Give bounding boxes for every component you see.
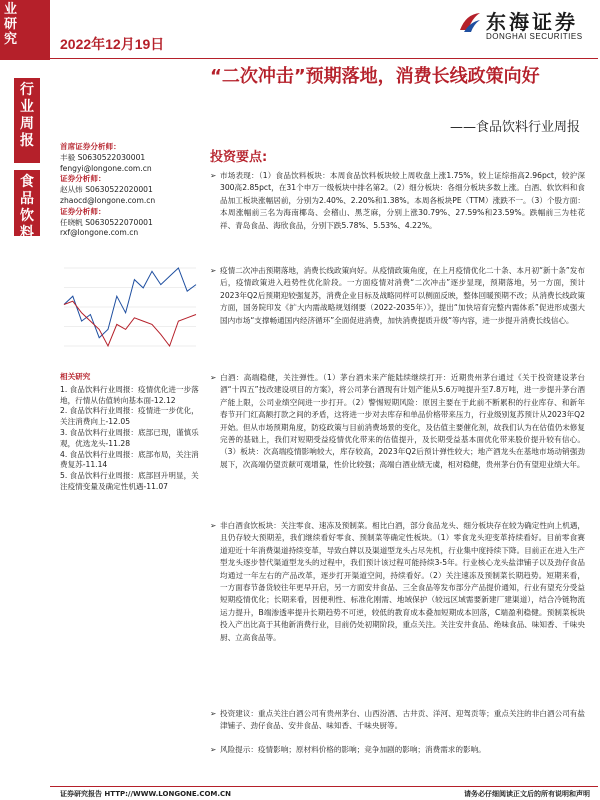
side-tag-label: 行业周报 <box>20 82 34 149</box>
analyst-list <box>60 142 200 239</box>
related-item[interactable]: 3. 食品饮料行业周报：底部已现，谨慎乐观，优选龙头-11.28 <box>60 427 199 448</box>
logo-mark-icon <box>458 10 482 34</box>
point-baijiu <box>210 372 585 471</box>
side-tag-industry <box>14 170 40 241</box>
side-tag-report-type <box>14 78 40 163</box>
analyst-label: 证券分析师： <box>60 206 106 216</box>
point-market <box>210 170 585 232</box>
point-advice <box>210 708 585 733</box>
related-item[interactable]: 5. 食品饮料行业周报：底部回升明显，关注疫情变量及确定性机遇-11.07 <box>60 471 199 491</box>
corner-label: 业研究 <box>4 2 18 47</box>
point-text: 疫情二次冲击预期落地，消费长线政策向好。从疫情政策角度，在上月疫情优化二十条、本月初“新十条”发布后，疫情政策进入趋势性优化阶段。一方面疫情对消费“二次冲击”逐步显现，预期落地，另一方面，预计2023年Q2后预期迎较强复苏，消费企业目标及战略同样可以侧面反映，整体回暖预期不改；从消费长线政策方面，国务院印发《扩大内需战略规划纲要（2022-2035年）》，提出“加快培育完整内需体系”促进形成强大国内市场“支撑畅通国内经济循环”全面促进消费，加快消费提质升级“等内容，进一步提升消费长线信心。 <box>220 266 585 325</box>
analyst-name: 赵从炜 S0630522020001 <box>60 185 153 195</box>
point-non-baijiu <box>210 520 585 644</box>
bullet-icon: ➢ <box>210 521 217 530</box>
analyst-email[interactable]: fengyi@longone.com.cn <box>60 163 152 173</box>
analyst-email[interactable]: rxf@longone.com.cn <box>60 228 139 238</box>
bullet-icon: ➢ <box>210 709 217 718</box>
point-text: 市场表现：（1）食品饮料板块：本周食品饮料板块较上周收盘上涨1.75%，较上证综指高2.96pct，较沪深300高2.85pct，在31个申万一级板块中排名第2。（2）细分板块：各细分板块多数上涨。白酒、软饮料和食品加工板块涨幅居前，分别为2.40%、2.20%和1.38%。本周各板块PE（TTM）涨跌不一。（3）个股方面：本周涨幅前三名为海南椰岛、会稽山、黑芝麻，分别上涨30.79%、27.59%和23.59%。跌幅前三为桂花祥、青岛食品、海欣食品，分别下跌5.78%、5.53%、4.22%。 <box>220 171 585 230</box>
chart-series-line-2 <box>64 301 196 346</box>
bullet-icon: ➢ <box>210 373 217 382</box>
analyst-email[interactable]: zhaocd@longone.com.cn <box>60 195 156 205</box>
bullet-icon: ➢ <box>210 266 217 275</box>
performance-chart <box>60 262 200 354</box>
point-text: 风险提示：疫情影响；原材料价格的影响；竞争加剧的影响；消费需求的影响。 <box>220 745 486 754</box>
report-title: “二次冲击”预期落地，消费长线政策向好 <box>210 66 540 87</box>
point-text: 投资建议：重点关注白酒公司有贵州茅台、山西汾酒、古井贡、洋河、迎驾贡等；重点关注的非白酒公司有盐津铺子、劲仔食品、安井食品、味知香、千味央厨等。 <box>220 709 585 731</box>
header-divider <box>50 58 598 59</box>
related-item[interactable]: 4. 食品饮料行业周报：底部布局，关注消费复苏-11.14 <box>60 449 199 470</box>
logo-en: DONGHAI SECURITIES <box>486 32 583 41</box>
related-item[interactable]: 2. 食品饮料行业周报：疫情进一步优化，关注消费向上-12.05 <box>60 406 199 427</box>
point-policy <box>210 265 585 327</box>
point-risk <box>210 744 585 756</box>
report-date: 2022年12月19日 <box>60 36 165 52</box>
point-text: 白酒：高端稳健，关注弹性。（1）茅台酒未来产能陆续继续打开：近期贵州茅台通过《关于投资建设茅台酒“十四五”技改建设项目的方案》，将公司茅台酒现有计划产能从5.6万吨提升至7.8万吨，进一步提升茅台酒产能上限，公司业绩空间进一步打开。（2）警惕短期风险：原因主要在于此前不断累积的行业库存、和新年春节开门红高额打款之间的矛盾，这将进一步对去库存和单品价格带来压力，行业级别复苏预计从2023年Q2开始。但从市场预期角度，防疫政策与目前消费场景的变化，及估值主要催化剂，故我们认为在估值仍未修复完善的基础上，我们对短期受益疫情优化带来的估值提升，及长期受益基本面优化带来股价提升较有信心。（3）板块：次高端疫情影响较大，库存较高，2023年Q2后预计弹性较大；地产酒龙头在基地市场动销强劲展下，次高端仍望贡献可观增量，性价比较强；高端白酒业绩无虞，相对稳健，贵州茅台仍有望迎业绩大年。 <box>220 373 585 469</box>
footer-divider <box>50 786 598 787</box>
side-tag-label: 食品饮料 <box>20 174 34 241</box>
analyst-name: 丰毅 S0630522030001 <box>60 152 146 162</box>
footer-left[interactable]: 证券研究报告 HTTP://WWW.LONGONE.COM.CN <box>60 790 232 798</box>
bullet-icon: ➢ <box>210 171 217 180</box>
related-item[interactable]: 1. 食品饮料行业周报：疫情优化进一步落地，行情从估值转向基本面-12.12 <box>60 384 199 405</box>
key-points-heading: 投资要点: <box>210 150 268 165</box>
report-subtitle: ——食品饮料行业周报 <box>449 120 580 135</box>
analyst-name: 任晓帆 S0630522070001 <box>60 217 153 227</box>
footer-right: 请务必仔细阅读正文后的所有说明和声明 <box>464 790 590 798</box>
analyst-label: 证券分析师： <box>60 174 106 184</box>
analyst-label: 首席证券分析师： <box>60 142 121 151</box>
point-text: 非白酒食饮板块：关注零食、速冻及预制菜。相比白酒，部分食品龙头、细分板块存在较为确定性向上机遇，且仍存较大预期差，我们继续看好零食、预制菜等确定性板块。（1）零食龙头迎变革持续看好。目前零食赛道迎近十年消费渠道持续变革，导致白牌以及渠道型龙头占尽先机，行业集中度持续下降。目前正在进入生产型龙头逐步替代渠道型龙头的过程中，我们预计该过程可能持续3-5年。行业核心龙头盐津铺子以及劲仔食品均通过一年左右的产品改革，逐步打开渠道空间，持续看好。（2）关注速冻及预制菜长期趋势。短期来看，一方面春节备货较往年更早开启，另一方面安井食品、三全食品等发布部分产品提价通知，行业有望充分受益短期疫情优化；长期来看，因便利性、标准化刚需、地域保护（较远区域需要新建厂建渠道），结合冷链物流运力提升，B端渗透率提升长期趋势不可逆，较低的教育成本叠加短期成本回落，C端盈利稳健。预制菜板块投入产出比高于其他新消费行业，目前仍处初期阶段，重点关注。关注安井食品、绝味食品、味知香、千味央厨、立高食品等。 <box>220 521 585 642</box>
company-logo <box>458 6 598 48</box>
related-heading: 相关研究 <box>60 372 91 381</box>
related-research <box>60 372 200 493</box>
bullet-icon: ➢ <box>210 745 217 754</box>
logo-cn: 东海证券 <box>486 10 578 34</box>
